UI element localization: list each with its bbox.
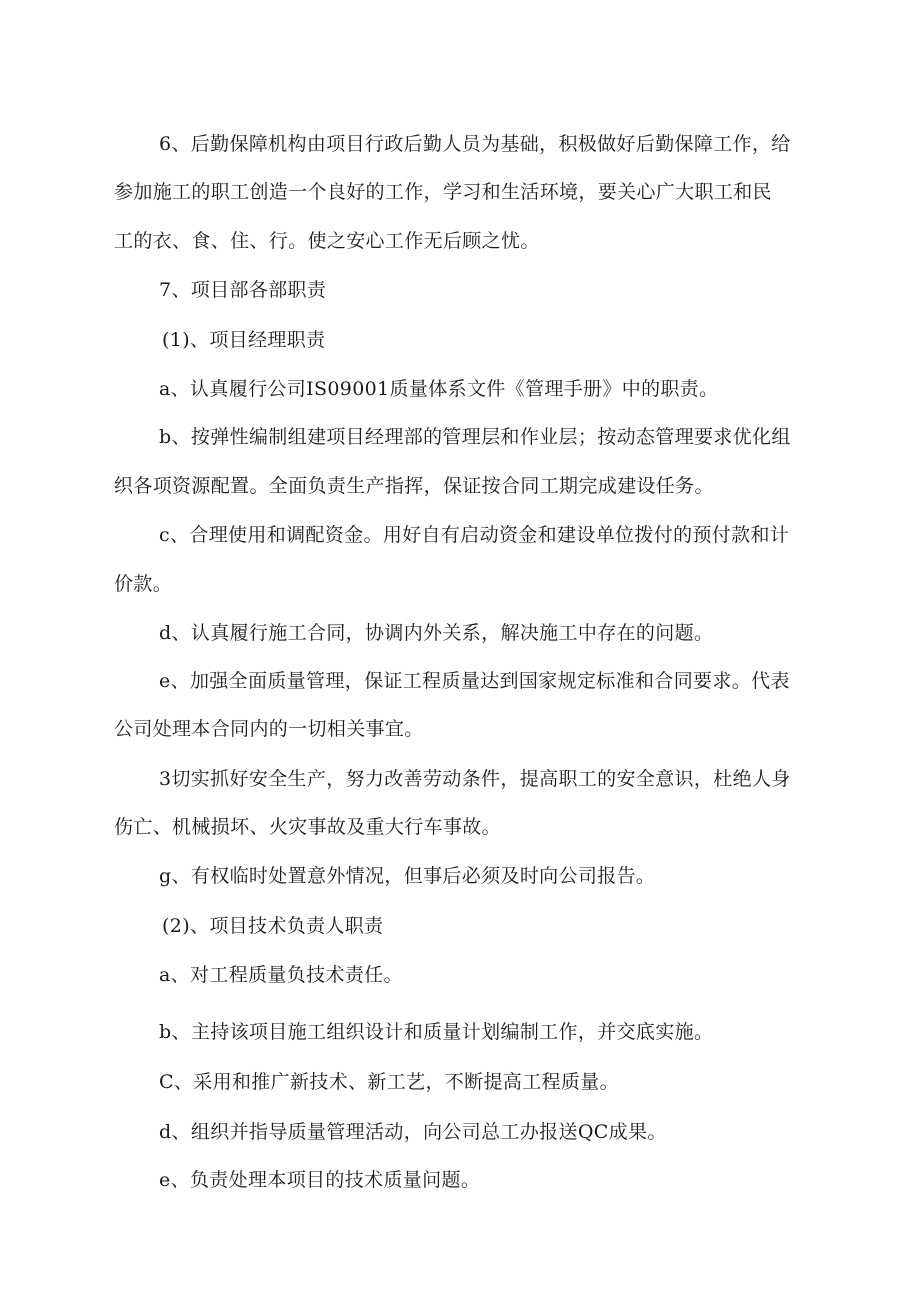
text-line: a、认真履行公司IS09001质量体系文件《管理手册》中的职责。: [159, 378, 719, 400]
text-line: 织各项资源配置。全面负责生产指挥，保证按合同工期完成建设任务。: [114, 475, 714, 497]
text-line: b、按弹性编制组建项目经理部的管理层和作业层；按动态管理要求优化组: [159, 426, 791, 448]
text-line: e、加强全面质量管理，保证工程质量达到国家规定标准和合同要求。代表: [159, 670, 790, 692]
subsection-heading: (1)、项目经理职责: [162, 329, 326, 351]
text-line: 参加施工的职工创造一个良好的工作，学习和生活环境，要关心广大职工和民: [114, 181, 772, 203]
text-line: 价款。: [114, 573, 173, 595]
text-line: C、采用和推广新技术、新工艺，不断提高工程质量。: [159, 1071, 619, 1093]
text-line: b、主持该项目施工组织设计和质量计划编制工作，并交底实施。: [159, 1021, 714, 1043]
text-line: 工的衣、食、住、行。使之安心工作无后顾之忧。: [114, 230, 540, 252]
text-line: 6、后勤保障机构由项目行政后勤人员为基础，积极做好后勤保障工作，给: [159, 133, 791, 155]
subsection-heading: (2)、项目技术负责人职责: [162, 915, 384, 937]
text-line: e、负责处理本项目的技术质量问题。: [159, 1169, 481, 1191]
text-line: a、对工程质量负技术责任。: [159, 964, 403, 986]
text-line: 3切实抓好安全生产，努力改善劳动条件，提高职工的安全意识，杜绝人身: [159, 768, 791, 790]
section-heading: 7、项目部各部职责: [159, 279, 327, 301]
text-line: c、合理使用和调配资金。用好自有启动资金和建设单位拨付的预付款和计: [159, 524, 790, 546]
text-line: g、有权临时处置意外情况，但事后必须及时向公司报告。: [159, 865, 656, 887]
text-line: d、认真履行施工合同，协调内外关系，解决施工中存在的问题。: [159, 622, 714, 644]
text-line: 伤亡、机械损坏、火灾事故及重大行车事故。: [114, 816, 502, 838]
text-line: 公司处理本合同内的一切相关事宜。: [114, 718, 424, 740]
text-line: d、组织并指导质量管理活动，向公司总工办报送QC成果。: [159, 1121, 667, 1143]
